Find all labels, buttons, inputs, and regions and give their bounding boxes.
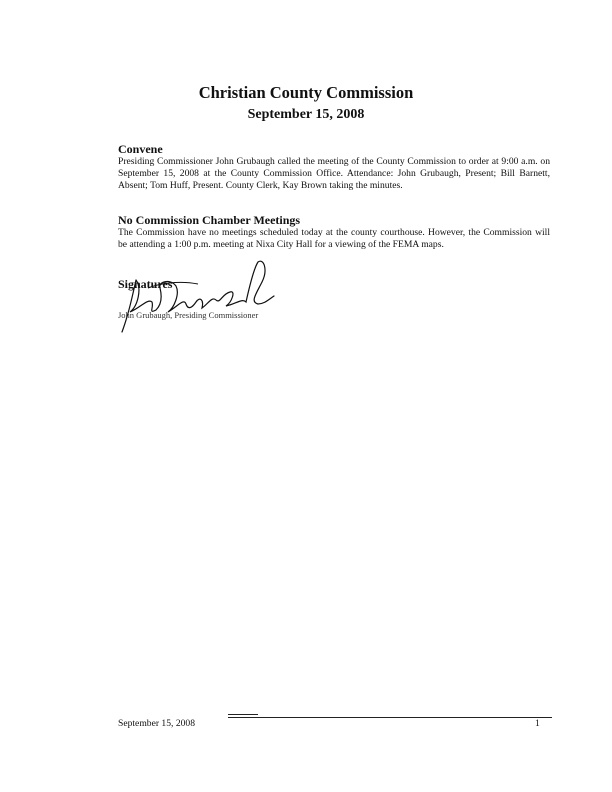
footer-short-rule — [228, 714, 258, 715]
page-title: Christian County Commission — [198, 83, 414, 102]
handwritten-signature — [118, 258, 298, 338]
section-text-convene: Presiding Commissioner John Grubaugh called the meeting of the County Commission to order at 9:00 a.m. on September 15, 2008 at the County Commission Office. Attendance: John Grubaugh, Present; Bill Barnett, Absent; Tom Huff, Present. County Clerk, Kay Brown taking the minutes. — [118, 156, 550, 192]
section-text-no-meetings: The Commission have no meetings scheduled today at the county courthouse. However, the Commission will be attending a 1:00 p.m. meeting at Nixa City Hall for a viewing of the FEMA maps. — [118, 227, 550, 251]
signer-name: John Grubaugh, Presiding Commissioner — [118, 310, 259, 320]
meeting-date: September 15, 2008 — [247, 107, 365, 122]
section-heading-convene: Convene — [118, 142, 163, 156]
signature-area — [118, 258, 298, 338]
page-number: 1 — [535, 718, 540, 729]
section-heading-signatures: Signatures — [118, 277, 173, 291]
footer-rule — [228, 717, 552, 718]
section-heading-no-meetings: No Commission Chamber Meetings — [118, 213, 301, 227]
footer-date: September 15, 2008 — [118, 718, 196, 729]
